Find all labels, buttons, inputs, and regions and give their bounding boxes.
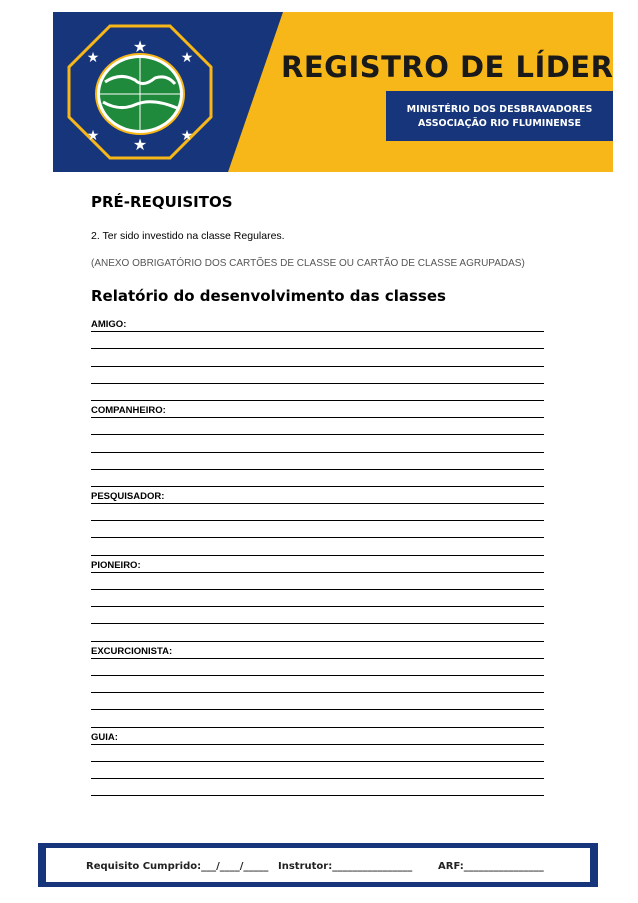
svg-text:★: ★ [180, 127, 194, 143]
document-title: REGISTRO DE LÍDER [281, 50, 614, 84]
report-lines [91, 315, 544, 796]
svg-text:★: ★ [132, 137, 148, 154]
writing-line[interactable] [91, 332, 544, 349]
writing-line[interactable] [91, 676, 544, 693]
association-name: ASSOCIAÇÃO RIO FLUMINENSE [417, 118, 582, 129]
writing-line[interactable] [91, 367, 544, 384]
section-label: EXCURCIONISTA: [91, 645, 173, 657]
writing-line[interactable] [91, 504, 544, 521]
writing-line[interactable] [91, 624, 544, 641]
pathfinder-globe-emblem-icon [65, 22, 215, 162]
section-label: AMIGO: [91, 319, 127, 331]
writing-line[interactable] [91, 349, 544, 366]
writing-line[interactable] [91, 470, 544, 487]
footer-panel [46, 848, 590, 882]
prereq-item: 2. Ter sido investido na classe Regulares. [91, 230, 285, 242]
writing-line[interactable] [91, 607, 544, 624]
ministry-name: MINISTÉRIO DOS DESBRAVADORES [406, 104, 593, 115]
footer-bar [38, 843, 598, 887]
writing-line[interactable] [91, 538, 544, 555]
writing-line[interactable] [91, 779, 544, 796]
section-label: PIONEIRO: [91, 559, 141, 571]
header-banner [53, 12, 613, 172]
report-heading: Relatório do desenvolvimento das classes [91, 287, 446, 305]
arf-field: ARF:________________ [438, 861, 544, 872]
section-label-line[interactable] [91, 728, 544, 745]
section-label: PESQUISADOR: [91, 491, 165, 503]
svg-text:★: ★ [86, 127, 100, 143]
writing-line[interactable] [91, 521, 544, 538]
svg-text:★: ★ [180, 49, 194, 65]
annex-note: (ANEXO OBRIGATÓRIO DOS CARTÕES DE CLASSE OU CARTÃO DE CLASSE AGRUPADAS) [91, 258, 525, 269]
instrutor-field: Instrutor:________________ [278, 861, 413, 872]
writing-line[interactable] [91, 762, 544, 779]
banner-blue-wedge [228, 12, 283, 172]
writing-line[interactable] [91, 573, 544, 590]
section-label-line[interactable] [91, 315, 544, 332]
requisito-field: Requisito Cumprido:___/____/_____ [86, 861, 269, 872]
writing-line[interactable] [91, 418, 544, 435]
section-label-line[interactable] [91, 642, 544, 659]
section-label-line[interactable] [91, 487, 544, 504]
ministry-box [386, 91, 613, 141]
section-label-line[interactable] [91, 556, 544, 573]
writing-line[interactable] [91, 693, 544, 710]
section-label: GUIA: [91, 731, 118, 743]
section-label-line[interactable] [91, 401, 544, 418]
svg-text:★: ★ [86, 49, 100, 65]
prereq-heading: PRÉ-REQUISITOS [91, 193, 233, 211]
writing-line[interactable] [91, 590, 544, 607]
writing-line[interactable] [91, 435, 544, 452]
section-label: COMPANHEIRO: [91, 405, 166, 417]
writing-line[interactable] [91, 659, 544, 676]
writing-line[interactable] [91, 384, 544, 401]
svg-text:★: ★ [132, 39, 148, 56]
writing-line[interactable] [91, 710, 544, 727]
writing-line[interactable] [91, 453, 544, 470]
writing-line[interactable] [91, 745, 544, 762]
